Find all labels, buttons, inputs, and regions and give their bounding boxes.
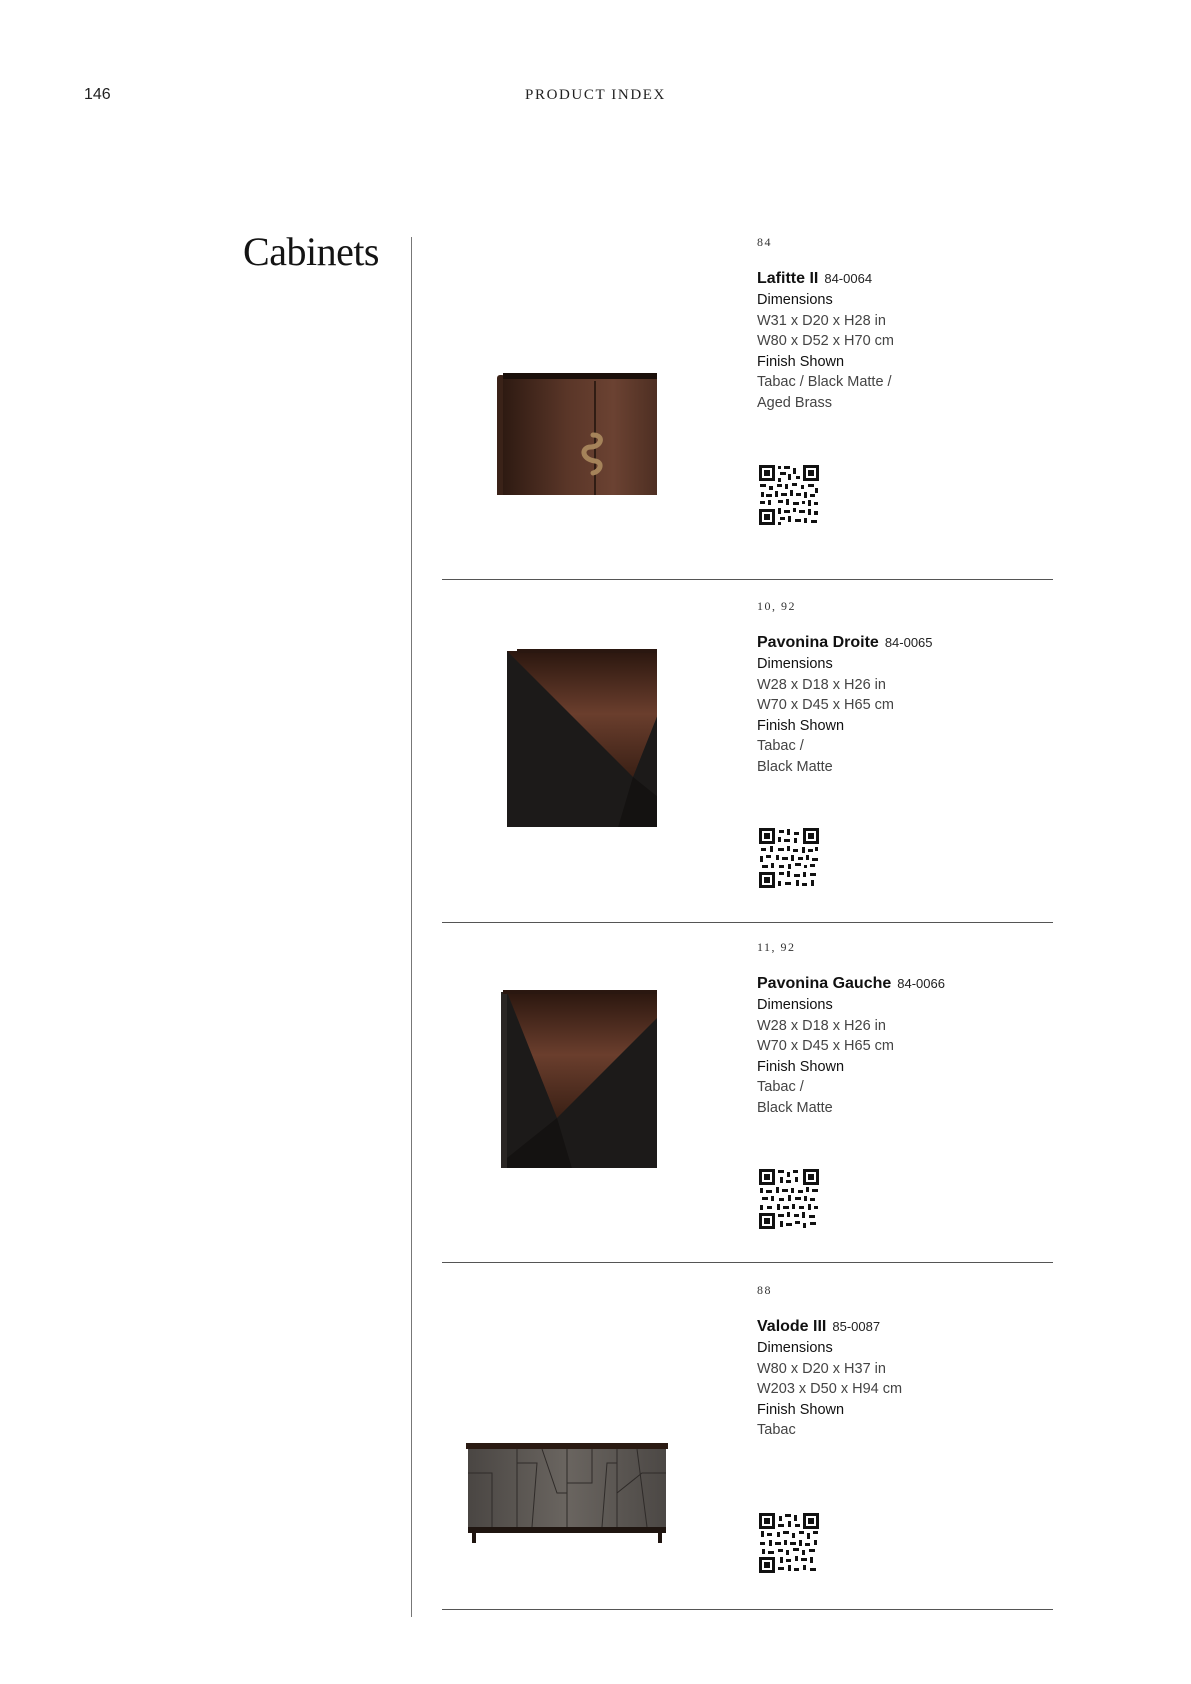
product-name-line: [757, 973, 945, 995]
product-code: 84-0066: [897, 976, 945, 991]
sideboard-photo: [462, 1343, 672, 1543]
dimensions-in: W28 x D18 x H26 in: [757, 1017, 886, 1034]
product-entry-pavonina-gauche: [442, 940, 1053, 1263]
finish-label: Finish Shown: [757, 1058, 845, 1075]
finish-line-1: Tabac: [757, 1422, 796, 1438]
product-entry-pavonina-droite: [442, 599, 1053, 923]
product-entry-lafitte: [442, 235, 1053, 580]
dimensions-cm: W80 x D52 x H70 cm: [757, 333, 894, 349]
finish-label: Finish Shown: [757, 353, 845, 370]
section-divider: [411, 237, 412, 1617]
dimensions-label: Dimensions: [757, 292, 833, 308]
dimensions-in: W80 x D20 x H37 in: [757, 1360, 886, 1377]
product-name-line: [757, 632, 933, 654]
product-code: 85-0087: [832, 1319, 881, 1334]
qr-code-icon: [758, 827, 820, 889]
page-number: 146: [84, 86, 111, 103]
qr-code-icon: [758, 464, 820, 526]
finish-line-2: Black Matte: [757, 758, 833, 775]
product-name: Pavonina Gauche: [757, 975, 892, 992]
dimensions-cm: W70 x D45 x H65 cm: [757, 1038, 894, 1054]
product-info: [757, 973, 945, 1118]
dimensions-in: W31 x D20 x H28 in: [757, 312, 886, 329]
page-reference: 88: [757, 1283, 772, 1297]
product-entry-valode: [442, 1283, 1053, 1610]
product-info: [757, 1316, 902, 1441]
qr-code-icon: [758, 1168, 820, 1230]
product-name: Valode III: [757, 1318, 827, 1335]
cabinet-photo: [467, 627, 657, 827]
dimensions-cm: W203 x D50 x H94 cm: [757, 1381, 903, 1397]
product-name: Lafitte II: [757, 270, 819, 287]
finish-label: Finish Shown: [757, 717, 845, 734]
product-name-line: [757, 268, 894, 290]
finish-label: Finish Shown: [757, 1401, 845, 1418]
finish-line-1: Tabac / Black Matte /: [757, 374, 892, 390]
entry-divider: [442, 922, 1053, 923]
dimensions-label: Dimensions: [757, 1340, 833, 1356]
page-reference: 10, 92: [757, 599, 796, 613]
finish-line-2: Aged Brass: [757, 394, 832, 411]
section-title: Cabinets: [243, 229, 379, 274]
dimensions-in: W28 x D18 x H26 in: [757, 676, 886, 693]
dimensions-label: Dimensions: [757, 656, 833, 672]
running-title: PRODUCT INDEX: [525, 87, 666, 103]
entry-divider: [442, 1262, 1053, 1263]
product-name: Pavonina Droite: [757, 634, 879, 651]
dimensions-label: Dimensions: [757, 997, 833, 1013]
page-reference: 11, 92: [757, 940, 796, 954]
finish-line-1: Tabac /: [757, 1079, 804, 1095]
product-info: [757, 268, 894, 413]
product-code: 84-0065: [884, 635, 933, 650]
cabinet-photo: [467, 295, 657, 495]
entry-divider: [442, 1609, 1053, 1610]
entry-divider: [442, 579, 1053, 580]
qr-code-icon: [758, 1512, 820, 1574]
dimensions-cm: W70 x D45 x H65 cm: [757, 697, 894, 713]
finish-line-1: Tabac /: [757, 738, 804, 754]
product-code: 84-0064: [824, 271, 873, 286]
cabinet-photo: [467, 968, 657, 1168]
product-info: [757, 632, 933, 777]
product-name-line: [757, 1316, 902, 1338]
page-reference: 84: [757, 235, 772, 249]
finish-line-2: Black Matte: [757, 1099, 833, 1116]
